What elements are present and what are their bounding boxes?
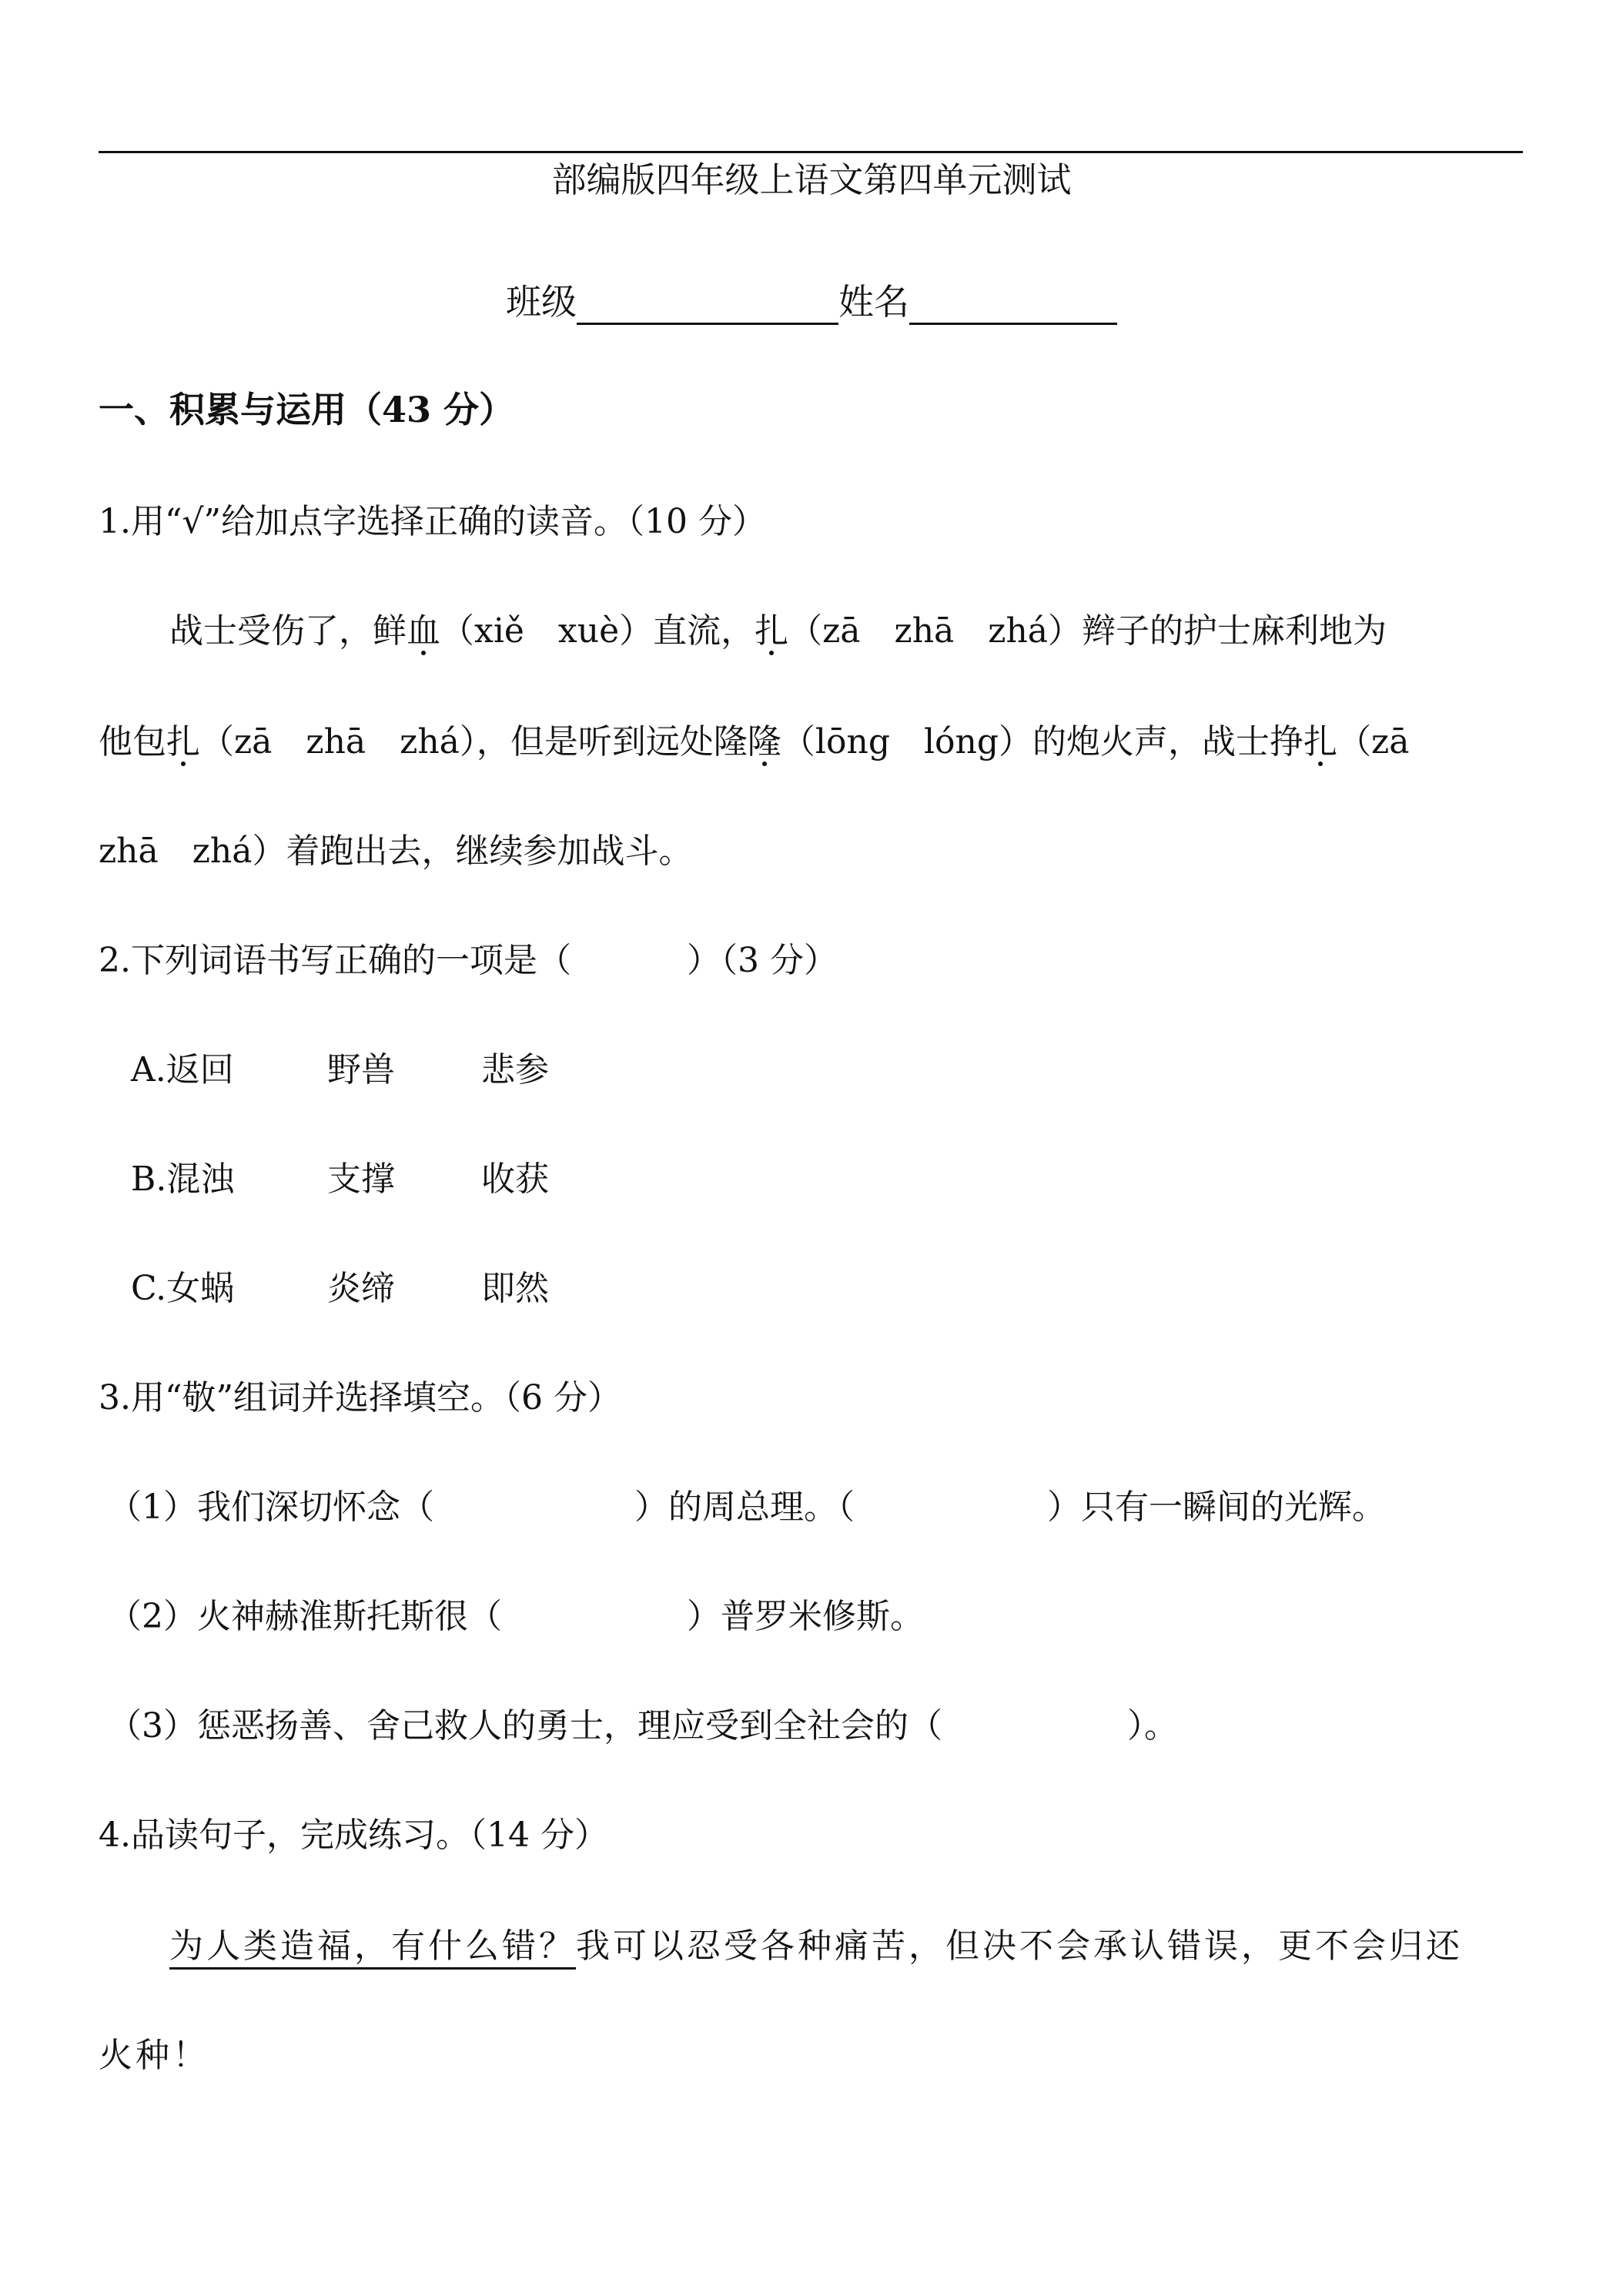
- question-4-sentence: [169, 1923, 1463, 1970]
- question-3-item-3: [108, 1703, 1178, 1749]
- option-word: 炎缔: [327, 1269, 395, 1308]
- page-title: 部编版四年级上语文第四单元测试: [551, 159, 1072, 200]
- q3-text: （3）惩恶扬善、舍己救人的勇士，理应受到全社会的（: [108, 1706, 942, 1745]
- q3-text: ）。: [1127, 1706, 1178, 1745]
- option-word: 即然: [481, 1269, 549, 1308]
- q2-prompt-text: ）（3 分）: [686, 941, 838, 980]
- q3-text: （2）火神赫淮斯托斯很（: [108, 1597, 502, 1636]
- q1-text: 他包: [99, 722, 166, 761]
- q1-text: （lōng lóng）的炮火声，战士挣: [781, 722, 1304, 761]
- option-word: 悲参: [481, 1050, 549, 1089]
- question-1-line-3: zhā zhá）着跑出去，继续参加战斗。: [99, 832, 693, 871]
- dotted-char: 血: [407, 611, 440, 651]
- class-name-row: [0, 279, 1623, 325]
- option-word: B.混浊: [131, 1160, 235, 1199]
- question-1-line-1: [169, 608, 1387, 654]
- q3-text: ）的周总理。（: [634, 1488, 855, 1527]
- q1-text: （zā: [1337, 722, 1410, 761]
- option-word: 支撑: [327, 1160, 395, 1199]
- name-blank[interactable]: [909, 284, 1117, 325]
- dotted-char: 扎: [755, 611, 789, 651]
- section-heading: 一、积累与运用（43 分）: [99, 389, 515, 430]
- option-word: A.返回: [131, 1050, 234, 1089]
- q1-text: （zā zhā zhá）辫子的护士麻利地为: [788, 611, 1387, 651]
- q3-text: ）普罗米修斯。: [687, 1597, 924, 1636]
- name-label: 姓名: [838, 281, 909, 323]
- q1-text: （xiě xuè）直流，: [440, 611, 755, 651]
- question-1-prompt: 1.用“√”给加点字选择正确的读音。（10 分）: [99, 502, 766, 541]
- q1-text: 战士受伤了，鲜: [169, 611, 407, 651]
- question-1-line-2: [99, 719, 1409, 765]
- q3-text: （1）我们深切怀念（: [108, 1488, 434, 1527]
- question-3-item-1: [108, 1484, 1386, 1531]
- q1-text: （zā zhā zhá），但是听到远处隆: [200, 722, 748, 761]
- question-4-sentence-end: 火种！: [99, 2036, 209, 2075]
- option-c[interactable]: [131, 1266, 549, 1312]
- option-word: 收获: [481, 1160, 549, 1199]
- sentence-text: 我可以忍受各种痛苦，但决不会承认错误，更不会归还: [576, 1926, 1463, 1966]
- question-2-prompt: [99, 938, 838, 984]
- q3-text: ）只有一瞬间的光辉。: [1047, 1488, 1386, 1527]
- question-3-prompt: 3.用“敬”组词并选择填空。（6 分）: [99, 1378, 621, 1417]
- dotted-char: 扎: [166, 722, 200, 761]
- question-3-item-2: [108, 1594, 924, 1640]
- header-rule: [99, 151, 1523, 153]
- option-word: 野兽: [327, 1050, 395, 1089]
- dotted-char: 隆: [747, 722, 781, 761]
- class-label: 班级: [506, 281, 577, 323]
- option-b[interactable]: [131, 1156, 549, 1203]
- dotted-char: 扎: [1303, 722, 1338, 761]
- q2-prompt-text: 2.下列词语书写正确的一项是（: [99, 941, 571, 980]
- class-blank[interactable]: [577, 284, 838, 325]
- underlined-phrase: 为人类造福，有什么错？: [169, 1926, 576, 1970]
- question-4-prompt: 4.品读句子，完成练习。（14 分）: [99, 1816, 608, 1855]
- option-word: C.女蜗: [131, 1269, 235, 1308]
- option-a[interactable]: [131, 1047, 549, 1093]
